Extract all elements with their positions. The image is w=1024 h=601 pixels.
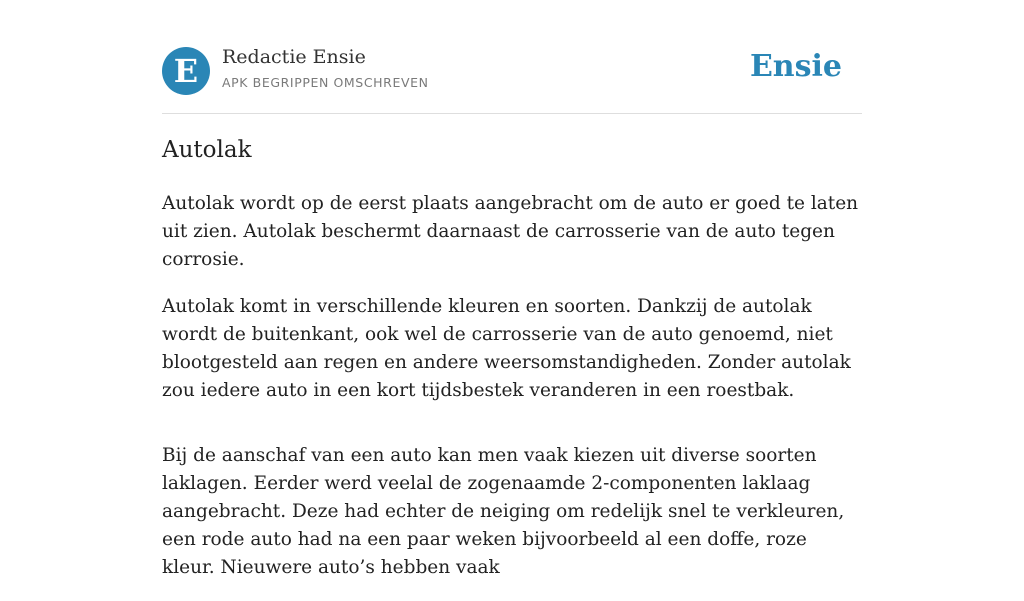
article-paragraph: Autolak komt in verschillende kleuren en soorten. Dankzij de autolak wordt de buitenkant, ook wel de carrosserie van de auto genoemd, niet blootgesteld aan regen en andere weersomstandigheden. Zonder autolak zou iedere auto in een kort tijdsbestek veranderen in een roestbak. [162,296,851,401]
page-title: Autolak [162,137,252,163]
article-paragraph: Autolak wordt op de eerst plaats aangebracht om de auto er goed te laten uit zien. Autolak beschermt daarnaast de carrosserie van de auto tegen corrosie. [162,193,859,270]
article-paragraph: Bij de aanschaf van een auto kan men vaak kiezen uit diverse soorten laklagen. Eerder werd veelal de zogenaamde 2-componenten laklaag aangebracht. Deze had echter de neiging om redelijk snel te verkleuren, een rode auto had na een paar weken bijvoorbeeld al een doffe, roze kleur. Nieuwere auto’s hebben vaak [162,445,845,578]
article-body [162,190,862,601]
category-label[interactable]: APK BEGRIPPEN OMSCHREVEN [222,75,429,90]
article-header [162,0,862,114]
author-name[interactable]: Redactie Ensie [222,46,366,68]
ensie-logo-icon[interactable]: E [162,47,210,95]
article-page [162,0,862,578]
ensie-brand-logo[interactable]: Ensie [749,49,842,84]
